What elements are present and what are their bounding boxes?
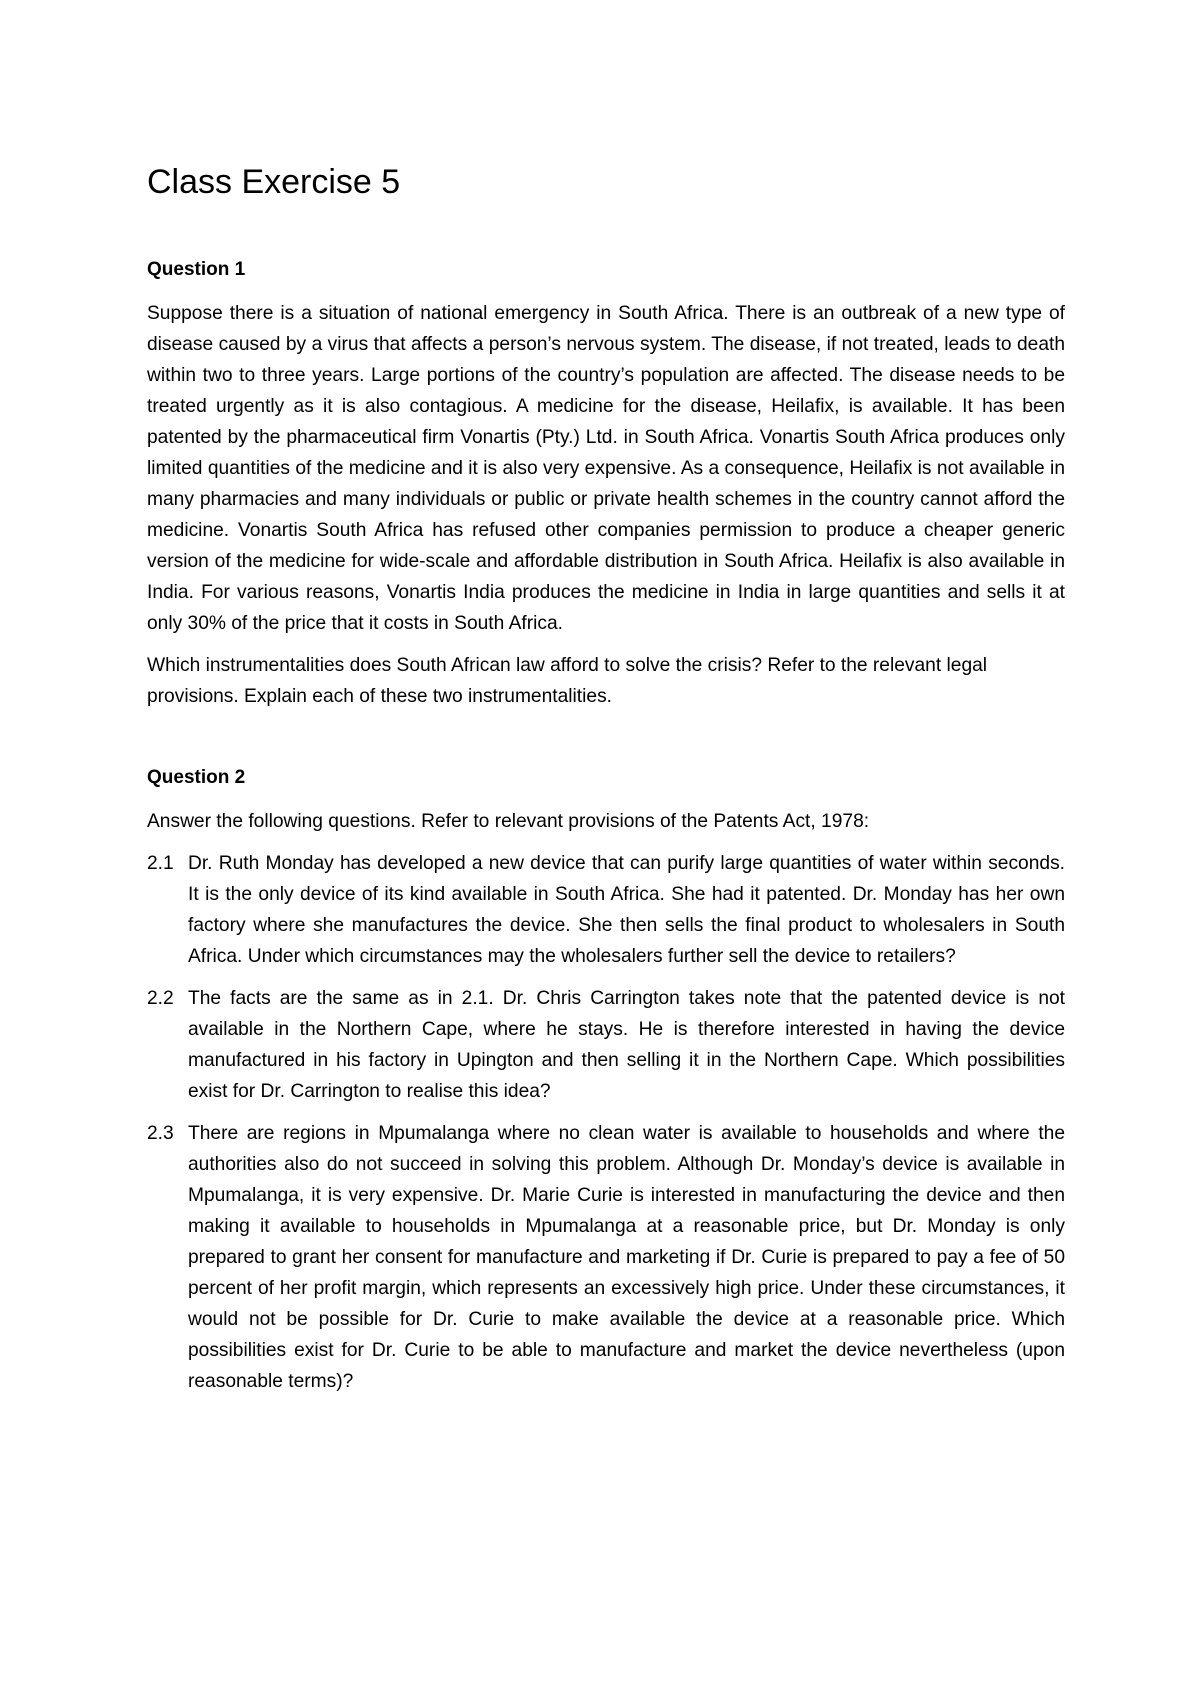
question-1-task-paragraph: Which instrumentalities does South African law afford to solve the crisis? Refer to the relevant legal provisions. Explain each of these two instrumentalities. (147, 655, 988, 707)
item-text: There are regions in Mpumalanga where no clean water is available to households and where the authorities also do not succeed in solving this problem. Although Dr. Monday’s device is available in Mpumalanga, it is very expensive. Dr. Marie Curie is interested in manufacturing the device and then making it available to households in Mpumalanga at a reasonable price, but Dr. Monday is only prepared to grant her consent for manufacture and marketing if Dr. Curie is prepared to pay a fee of 50 percent of her profit margin, which represents an excessively high price. Under these circumstances, it would not be possible for Dr. Curie to make available the device at a reasonable price. Which possibilities exist for Dr. Curie to be able to manufacture and market the device nevertheless (upon reasonable terms)? (188, 1123, 1065, 1392)
question-1-heading: Question 1 (147, 259, 246, 280)
question-2-item-2-2 (147, 983, 1065, 1107)
item-number: 2.1 (147, 853, 174, 874)
item-number: 2.2 (147, 988, 174, 1009)
question-2-intro: Answer the following questions. Refer to relevant provisions of the Patents Act, 1978: (147, 811, 870, 832)
item-text: Dr. Ruth Monday has developed a new device that can purify large quantities of water within seconds. It is the only device of its kind available in South Africa. She had it patented. Dr. Monday has her own factory where she manufactures the device. She then sells the final product to wholesalers in South Africa. Under which circumstances may the wholesalers further sell the device to retailers? (188, 853, 1065, 967)
question-2-heading: Question 2 (147, 767, 246, 788)
question-1-scenario-paragraph: Suppose there is a situation of national emergency in South Africa. There is an outbreak of a new type of disease caused by a virus that affects a person’s nervous system. The disease, if not treated, leads to death within two to three years. Large portions of the country’s population are affected. The disease needs to be treated urgently as it is also contagious. A medicine for the disease, Heilafix, is available. It has been patented by the pharmaceutical firm Vonartis (Pty.) Ltd. in South Africa. Vonartis South Africa produces only limited quantities of the medicine and it is also very expensive. As a consequence, Heilafix is not available in many pharmacies and many individuals or public or private health schemes in the country cannot afford the medicine. Vonartis South Africa has refused other companies permission to produce a cheaper generic version of the medicine for wide-scale and affordable distribution in South Africa. Heilafix is also available in India. For various reasons, Vonartis India produces the medicine in India in large quantities and sells it at only 30% of the price that it costs in South Africa. (147, 303, 1065, 634)
question-2-item-2-1 (147, 848, 1065, 972)
item-number: 2.3 (147, 1123, 174, 1144)
question-1-section (147, 256, 1065, 712)
question-2-item-2-3 (147, 1118, 1065, 1397)
question-2-section (147, 764, 1065, 1397)
document-content (147, 160, 1065, 1408)
document-title: Class Exercise 5 (147, 163, 401, 201)
item-text: The facts are the same as in 2.1. Dr. Chris Carrington takes note that the patented device is not available in the Northern Cape, where he stays. He is therefore interested in having the device manufactured in his factory in Upington and then selling it in the Northern Cape. Which possibilities exist for Dr. Carrington to realise this idea? (188, 988, 1065, 1102)
